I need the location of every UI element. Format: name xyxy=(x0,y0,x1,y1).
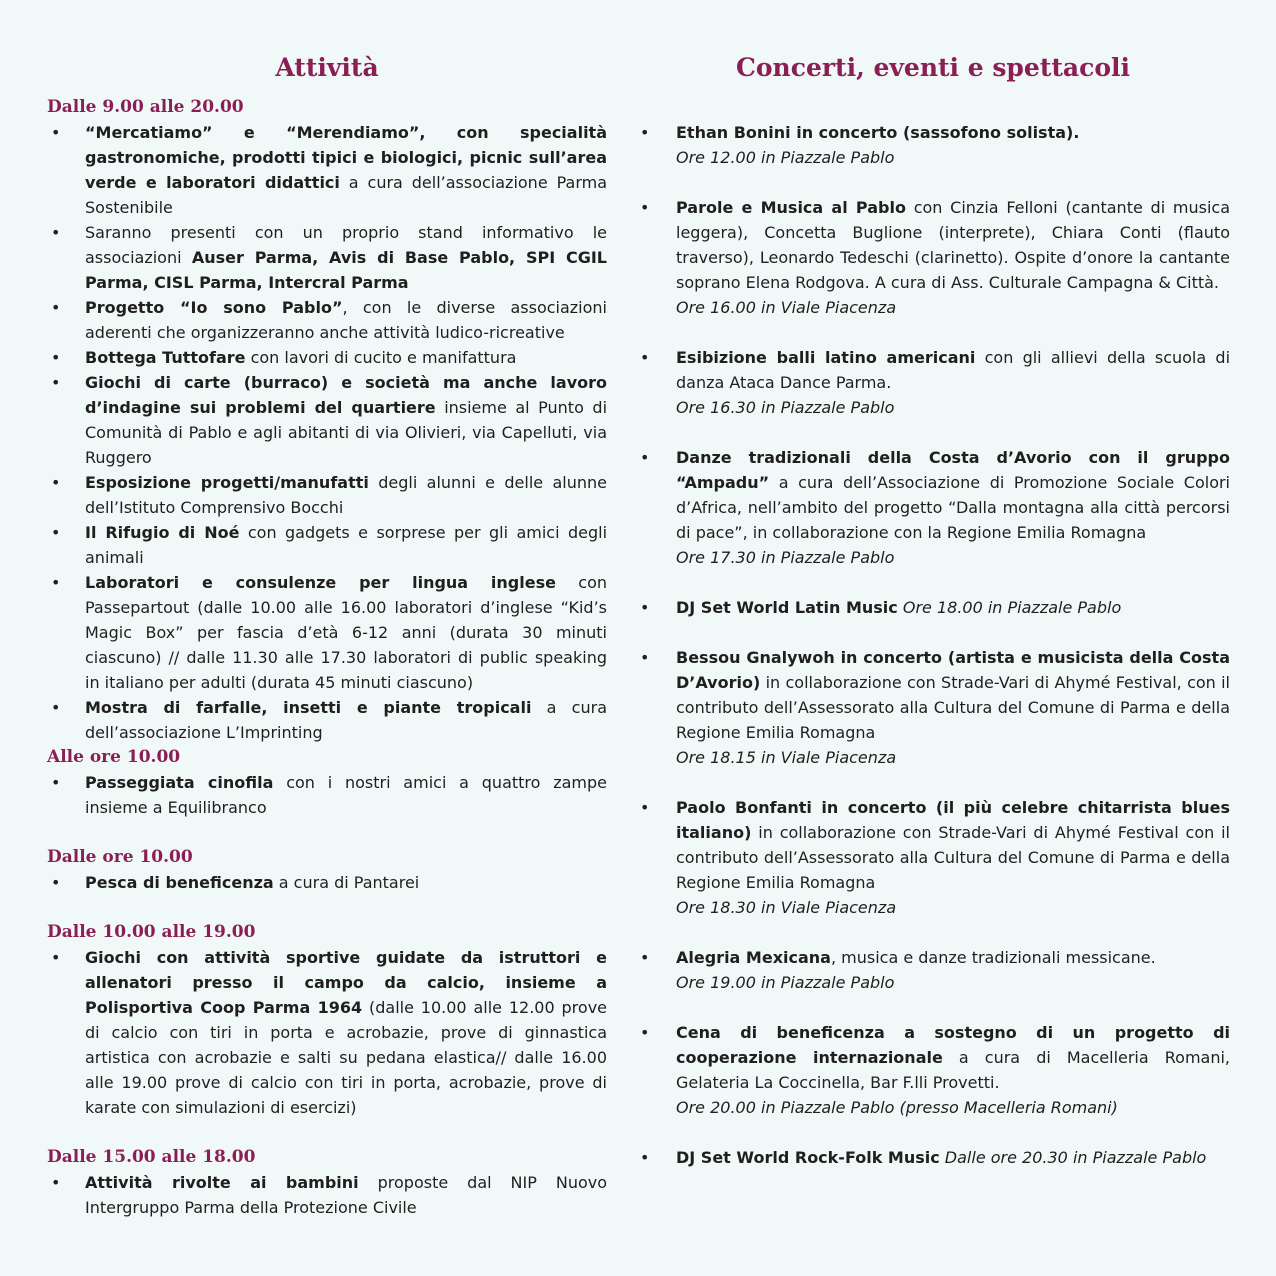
list-item: • Progetto “Io sono Pablo”, con le diverse associazioni aderenti che organizzeranno anche attività ludico-ricreative xyxy=(47,295,607,345)
bullet-icon: • xyxy=(640,123,650,142)
list-item: • Giochi di carte (burraco) e società ma anche lavoro d’indagine sui problemi del quartiere insieme al Punto di Comunità di Pablo e agli abitanti di via Olivieri, via Capelluti, via Ruggero xyxy=(47,370,607,470)
bullet-icon: • xyxy=(51,223,61,242)
bullet-icon: • xyxy=(640,648,650,667)
list-item: • Bessou Gnalywoh in concerto (artista e musicista della Costa D’Avorio) in collaborazione con Strade-Vari di Ahymé Festival, con il contributo dell’Assessorato alla Cultura del Comune di Parma e della Regione Emilia Romagna Ore 18.15 in Viale Piacenza xyxy=(636,645,1230,770)
list-item: • Paolo Bonfanti in concerto (il più celebre chitarrista blues italiano) in collaborazione con Strade-Vari di Ahymé Festival con il contributo dell’Assessorato alla Cultura del Comune di Parma e della Regione Emilia Romagna Ore 18.30 in Viale Piacenza xyxy=(636,795,1230,920)
bullet-icon: • xyxy=(51,123,61,142)
event-time: Dalle ore 20.30 in Piazzale Pablo xyxy=(939,1148,1207,1167)
bullet-icon: • xyxy=(51,873,61,892)
events-title: Concerti, eventi e spettacoli xyxy=(735,53,1131,82)
activity-list xyxy=(47,1170,607,1220)
bullet-icon: • xyxy=(640,598,650,617)
bullet-icon: • xyxy=(640,448,650,467)
section-heading: Alle ore 10.00 xyxy=(47,747,181,767)
section-heading: Dalle 10.00 alle 19.00 xyxy=(47,922,256,942)
list-item: • Pesca di beneficenza a cura di Pantarei xyxy=(47,870,607,895)
event-time: Ore 12.00 in Piazzale Pablo xyxy=(676,148,895,167)
bullet-icon: • xyxy=(640,1023,650,1042)
bullet-icon: • xyxy=(640,348,650,367)
list-item: • Saranno presenti con un proprio stand informativo le associazioni Auser Parma, Avis di Base Pablo, SPI CGIL Parma, CISL Parma, Intercral Parma xyxy=(47,220,607,295)
bullet-icon: • xyxy=(51,348,61,367)
activities-title: Attività xyxy=(275,53,379,82)
list-item: • Giochi con attività sportive guidate da istruttori e allenatori presso il campo da calcio, insieme a Polisportiva Coop Parma 1964 (dalle 10.00 alle 12.00 prove di calcio con tiri in porta e acrobazie, prove di ginnastica artistica con acrobazie e salti su pedana elastica// dalle 16.00 alle 19.00 prove di calcio con tiri in porta, acrobazie, prove di karate con simulazioni di esercizi) xyxy=(47,945,607,1120)
event-time: Ore 19.00 in Piazzale Pablo xyxy=(676,973,895,992)
list-item: • DJ Set World Latin Music Ore 18.00 in Piazzale Pablo xyxy=(636,595,1230,620)
bullet-icon: • xyxy=(51,298,61,317)
events-list xyxy=(636,120,1230,1195)
event-time: Ore 17.30 in Piazzale Pablo xyxy=(676,548,895,567)
bullet-icon: • xyxy=(51,523,61,542)
list-item: • Passeggiata cinofila con i nostri amici a quattro zampe insieme a Equilibranco xyxy=(47,770,607,820)
bullet-icon: • xyxy=(51,473,61,492)
list-item: • Alegria Mexicana, musica e danze tradizionali messicane. Ore 19.00 in Piazzale Pablo xyxy=(636,945,1230,995)
activity-list xyxy=(47,945,607,1120)
list-item: • Mostra di farfalle, insetti e piante tropicali a cura dell’associazione L’Imprinting xyxy=(47,695,607,745)
activity-list xyxy=(47,870,607,895)
section-heading: Dalle ore 10.00 xyxy=(47,847,193,867)
section-heading: Dalle 15.00 alle 18.00 xyxy=(47,1147,256,1167)
event-time: Ore 16.00 in Viale Piacenza xyxy=(676,298,897,317)
bullet-icon: • xyxy=(51,773,61,792)
event-time: Ore 20.00 in Piazzale Pablo (presso Macelleria Romani) xyxy=(676,1098,1118,1117)
bullet-icon: • xyxy=(640,798,650,817)
event-time: Ore 18.15 in Viale Piacenza xyxy=(676,748,897,767)
list-item: • Attività rivolte ai bambini proposte dal NIP Nuovo Intergruppo Parma della Protezione Civile xyxy=(47,1170,607,1220)
list-item: • “Mercatiamo” e “Merendiamo”, con specialità gastronomiche, prodotti tipici e biologici, picnic sull’area verde e laboratori didattici a cura dell’associazione Parma Sostenibile xyxy=(47,120,607,220)
bullet-icon: • xyxy=(51,373,61,392)
list-item: • Esibizione balli latino americani con gli allievi della scuola di danza Ataca Dance Parma. Ore 16.30 in Piazzale Pablo xyxy=(636,345,1230,420)
list-item: • Il Rifugio di Noé con gadgets e sorprese per gli amici degli animali xyxy=(47,520,607,570)
section-heading: Dalle 9.00 alle 20.00 xyxy=(47,97,244,117)
bullet-icon: • xyxy=(51,948,61,967)
list-item: • Danze tradizionali della Costa d’Avorio con il gruppo “Ampadu” a cura dell’Associazione di Promozione Sociale Colori d’Africa, nell’ambito del progetto “Dalla montagna alla città percorsi di pace”, in collaborazione con la Regione Emilia Romagna Ore 17.30 in Piazzale Pablo xyxy=(636,445,1230,570)
event-time: Ore 18.30 in Viale Piacenza xyxy=(676,898,897,917)
list-item: • Cena di beneficenza a sostegno di un progetto di cooperazione internazionale a cura di Macelleria Romani, Gelateria La Coccinella, Bar F.lli Provetti. Ore 20.00 in Piazzale Pablo (presso Macelleria Romani) xyxy=(636,1020,1230,1120)
list-item: • Parole e Musica al Pablo con Cinzia Felloni (cantante di musica leggera), Concetta Buglione (interprete), Chiara Conti (flauto traverso), Leonardo Tedeschi (clarinetto). Ospite d’onore la cantante soprano Elena Rodgova. A cura di Ass. Culturale Campagna & Città. Ore 16.00 in Viale Piacenza xyxy=(636,195,1230,320)
bullet-icon: • xyxy=(51,573,61,592)
list-item: • Ethan Bonini in concerto (sassofono solista). Ore 12.00 in Piazzale Pablo xyxy=(636,120,1230,170)
list-item: • DJ Set World Rock-Folk Music Dalle ore 20.30 in Piazzale Pablo xyxy=(636,1145,1230,1170)
bullet-icon: • xyxy=(640,1148,650,1167)
event-time: Ore 18.00 in Piazzale Pablo xyxy=(897,598,1122,617)
list-item: • Bottega Tuttofare con lavori di cucito e manifattura xyxy=(47,345,607,370)
bullet-icon: • xyxy=(51,1173,61,1192)
activity-list xyxy=(47,120,607,745)
list-item: • Esposizione progetti/manufatti degli alunni e delle alunne dell’Istituto Comprensivo Bocchi xyxy=(47,470,607,520)
bullet-icon: • xyxy=(640,948,650,967)
bullet-icon: • xyxy=(640,198,650,217)
activity-list xyxy=(47,770,607,820)
event-time: Ore 16.30 in Piazzale Pablo xyxy=(676,398,895,417)
bullet-icon: • xyxy=(51,698,61,717)
list-item: • Laboratori e consulenze per lingua inglese con Passepartout (dalle 10.00 alle 16.00 laboratori d’inglese “Kid’s Magic Box” per fascia d’età 6-12 anni (durata 30 minuti ciascuno) // dalle 11.30 alle 17.30 laboratori di public speaking in italiano per adulti (durata 45 minuti ciascuno) xyxy=(47,570,607,695)
